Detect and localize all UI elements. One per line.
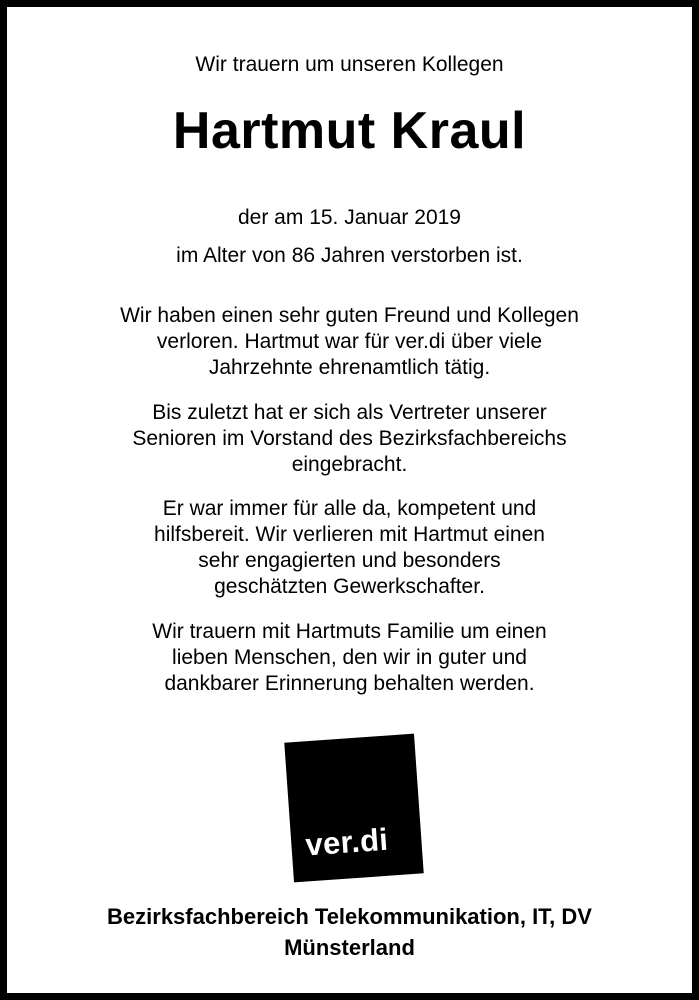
paragraph-line: dankbarer Erinnerung behalten werden. [164, 672, 535, 695]
paragraph-line: Jahrzehnte ehrenamtlich tätig. [208, 356, 491, 379]
tribute-paragraph-3 [7, 496, 692, 600]
paragraph-line: geschätzten Gewerkschafter. [214, 575, 485, 598]
intro-text: Wir trauern um unseren Kollegen [195, 53, 504, 76]
paragraph-line: Wir trauern mit Hartmuts Familie um einen [152, 620, 547, 643]
paragraph-line: hilfsbereit. Wir verlieren mit Hartmut einen [154, 523, 545, 546]
paragraph-line: eingebracht. [291, 453, 408, 476]
tribute-paragraph-2 [7, 400, 692, 478]
paragraph-line: Senioren im Vorstand des Bezirksfachbereichs [132, 427, 567, 450]
signature-line: Münsterland [284, 935, 415, 960]
paragraph-line: verloren. Hartmut war für ver.di über viele [156, 330, 543, 353]
deceased-name: Hartmut Kraul [172, 102, 527, 160]
paragraph-line: Wir haben einen sehr guten Freund und Kollegen [120, 304, 579, 327]
tribute-paragraph-4 [7, 619, 692, 697]
death-date-text: der am 15. Januar 2019 [238, 206, 461, 229]
paragraph-line: lieben Menschen, den wir in guter und [172, 646, 527, 669]
logo-text: ver.di [304, 821, 390, 863]
signature-block [7, 901, 692, 963]
signature-line: Bezirksfachbereich Telekommunikation, IT, DV [107, 904, 592, 929]
verdi-logo [284, 734, 423, 883]
paragraph-line: Bis zuletzt hat er sich als Vertreter unserer [152, 401, 547, 424]
age-text: im Alter von 86 Jahren verstorben ist. [176, 244, 523, 267]
paragraph-line: Er war immer für alle da, kompetent und [162, 497, 537, 520]
tribute-paragraph-1 [7, 303, 692, 381]
paragraph-line: sehr engagierten und besonders [198, 549, 501, 572]
